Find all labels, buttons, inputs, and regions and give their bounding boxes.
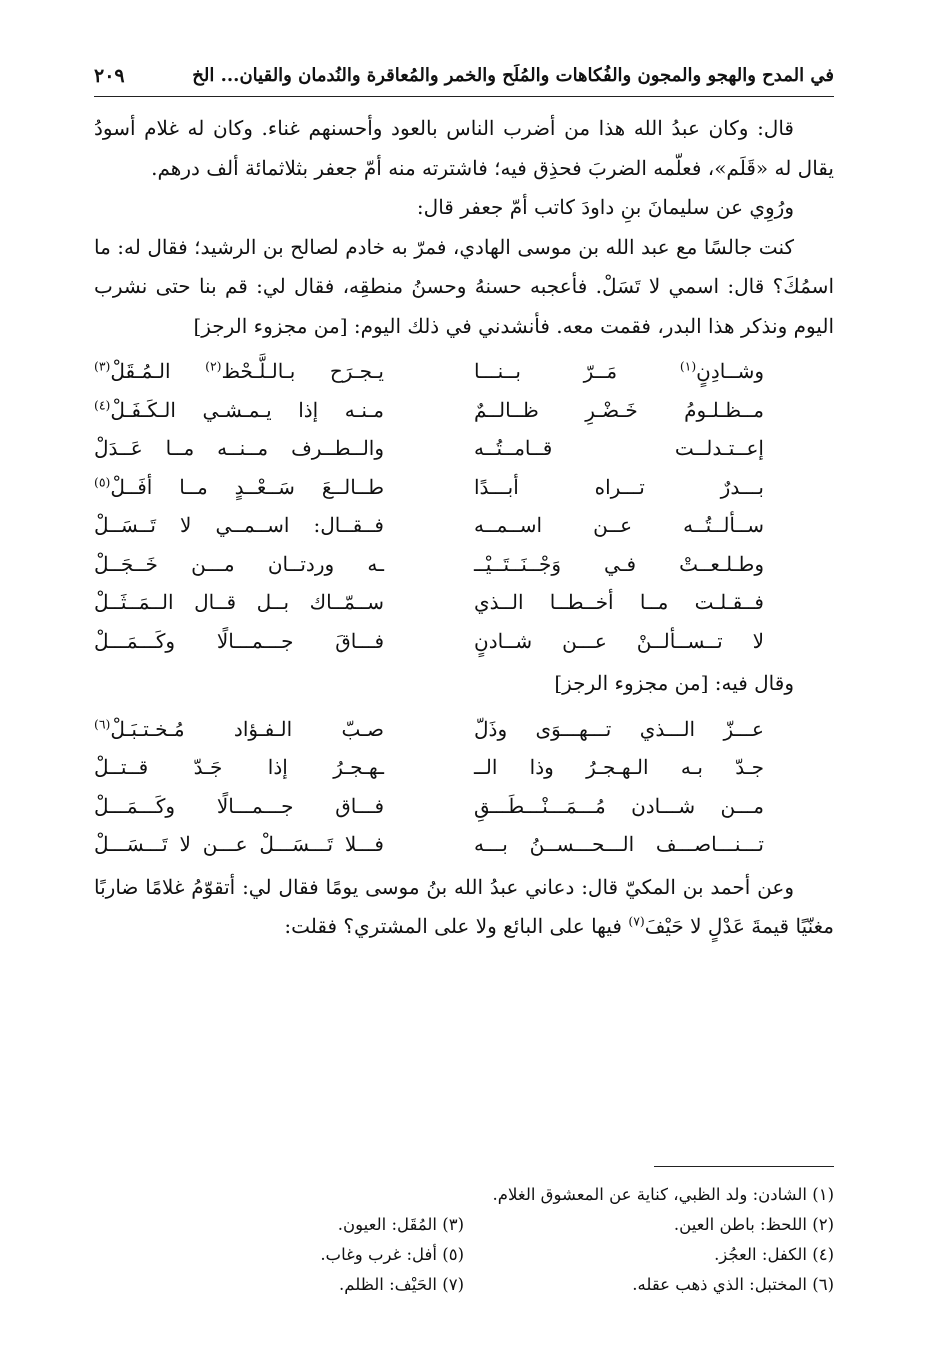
hemistich-second: فـــاقَ جـــمـــالًا وكَـــمَـــلْ bbox=[94, 628, 384, 653]
hemistich-first: تـــنـــاصـــف الـــحـــســنُ بـــه bbox=[474, 832, 764, 856]
paragraph-1: قال: وكان عبدُ الله هذا من أضرب الناس بالعود وأحسنهم غناء. وكان له غلام أسودُ يقال له «قَلَم»، فعلّمه الضربَ فحذِق فيه؛ فاشترته منه أمّ جعفر بثلاثمائة ألف درهم. bbox=[94, 116, 834, 180]
hemistich-first: وطـلـعــتْ فـي وَجْــنَــتَــيْــ bbox=[474, 551, 764, 576]
poem-2 bbox=[94, 710, 834, 864]
poem-1 bbox=[94, 352, 834, 660]
footnote-7: (٧) الحَيْف: الظلم. bbox=[339, 1275, 464, 1294]
verse-line bbox=[94, 710, 834, 749]
hemistich-second: مـنـه إذا يـمـشـي الـكَـفَـلْ$^{(٤)}$ bbox=[94, 396, 384, 422]
verse-line bbox=[94, 748, 834, 787]
hemistich-second: صـبّ الـفـؤاد مُـخـتـبَـلْ$^{(٦)}$ bbox=[94, 715, 384, 741]
footnote-1: (١) الشادن: ولد الظبي، كناية عن المعشوق الغلام. bbox=[492, 1185, 834, 1204]
hemistich-first: مـــن شـــادن مُـــمَـــنْـــطَـــقِ bbox=[474, 793, 764, 818]
hemistich-first: إعــتـدلــت قــامــتُــه bbox=[474, 436, 764, 460]
verse-line bbox=[94, 583, 834, 622]
footnote-rule bbox=[654, 1166, 834, 1167]
footnote-marker: (٧) bbox=[628, 913, 645, 929]
footnote-marker: (٦) bbox=[94, 715, 111, 731]
verse-line bbox=[94, 622, 834, 661]
paragraph-2: ورُوِي عن سليمانَ بنِ داودَ كاتب أمّ جعفر قال: bbox=[416, 195, 794, 219]
hemistich-first: بـــدرٌ تـــراه أبـــدًا bbox=[474, 474, 764, 499]
verse-line bbox=[94, 391, 834, 430]
hemistich-second: طــالــعَ سَــعْــدٍ مــا أفَــلْ$^{(٥)}$ bbox=[94, 473, 384, 499]
footnote-marker: (٥) bbox=[94, 473, 111, 489]
hemistich-second: فـــلا تَـــسَـــلْ عـــن لا تَـــسَـــلْ bbox=[94, 832, 384, 856]
footnote-2: (٢) اللحظ: باطن العين. bbox=[673, 1215, 834, 1234]
footnotes bbox=[94, 1180, 834, 1300]
hemistich-first: وشــادِنٍ$^{(١)}$ مَــرّ بــنـــا bbox=[474, 358, 764, 383]
hemistich-first: لا تــســألــنْ عـــن شــادنٍ bbox=[474, 628, 764, 653]
footnote-5: (٥) أفل: غرب وغاب. bbox=[320, 1245, 464, 1264]
paragraph-3: كنت جالسًا مع عبد الله بن موسى الهادي، فمرّ به خادم لصالح بن الرشيد؛ فقال له: ما اسمُكَ؟ قال: اسمي لا تَسَلْ. فأعجبه حسنهُ وحسنُ منطقِه، فقال لي: قم بنا حتى نشرب اليوم ونذكر هذا البدر، فقمت معه. فأنشدني في ذلك اليوم: [من مجزوء الرجز] bbox=[94, 234, 834, 338]
hemistich-first: ســألــتُــه عــن اســمــه bbox=[474, 513, 764, 537]
hemistich-second: ســمّــاك بــل قــال الــمَــثَــلْ bbox=[94, 590, 384, 614]
hemistich-first: جـدّ بـه الـهـجـرُ وذا الــ bbox=[474, 755, 764, 779]
hemistich-first: مــظـلـومُ خَـضْـرِ ظــالــمٌ bbox=[474, 397, 764, 422]
paragraph-4: وقال فيه: [من مجزوء الرجز] bbox=[554, 671, 794, 695]
running-title: في المدح والهجو والمجون والفُكاهات والمُلَح والخمر والمُعاقرة والنُدمان والقيان... الخ bbox=[192, 65, 834, 86]
hemistich-first: عـــزّ الـــذي تـــهـــوَى وذَلّ bbox=[474, 716, 764, 741]
hemistich-second: والــطــرف مــنــه مــا عَــدَلْ bbox=[94, 436, 384, 460]
hemistich-second: فــقــال: اســمــي لا تَــسَــلْ bbox=[94, 513, 384, 537]
footnote-marker: (٣) bbox=[94, 358, 111, 374]
verse-line bbox=[94, 429, 834, 468]
page-header bbox=[94, 62, 834, 97]
hemistich-second: يـجـرَح بـالـلَّـحْظ$^{(٢)}$ الـمُـقَلْ$^{(٣)}$ bbox=[94, 358, 384, 383]
footnote-6: (٦) المختبل: الذي ذهب عقله. bbox=[632, 1275, 834, 1294]
paragraph-5: وعن أحمد بن المكيّ قال: دعاني عبدُ الله بنُ موسى يومًا فقال لي: أتقوّمُ غلامًا ضاربًا مغنّيًا قيمةَ عَدْلٍ لا حَيْفَ$^{(٧)}$ فيها على البائع ولا على المشتري؟ فقلت: bbox=[94, 874, 834, 938]
footnote-marker: (١) bbox=[679, 358, 697, 374]
hemistich-second: فـــاق جـــمـــالًا وكَـــمَـــلْ bbox=[94, 793, 384, 818]
verse-line bbox=[94, 506, 834, 545]
page-number: ٢٠٩ bbox=[94, 65, 125, 87]
verse-line bbox=[94, 468, 834, 507]
verse-line bbox=[94, 787, 834, 826]
book-page bbox=[94, 62, 834, 947]
hemistich-second: ـه وردتــان مـــن خَــجَــلْ bbox=[94, 551, 384, 576]
footnote-4: (٤) الكفل: العجُز. bbox=[714, 1245, 834, 1264]
footnote-marker: (٤) bbox=[94, 396, 111, 412]
verse-line bbox=[94, 545, 834, 584]
footnote-3: (٣) المُقَل: العيون. bbox=[337, 1215, 464, 1234]
hemistich-first: فــقـلـت مــا أخــطــا الــذي bbox=[474, 590, 764, 614]
verse-line bbox=[94, 825, 834, 864]
hemistich-second: ـهـجـرُ إذا جَـدّ قــتــلْ bbox=[94, 755, 384, 779]
main-text bbox=[94, 109, 834, 947]
verse-line bbox=[94, 352, 834, 391]
footnote-marker: (٢) bbox=[205, 358, 222, 374]
